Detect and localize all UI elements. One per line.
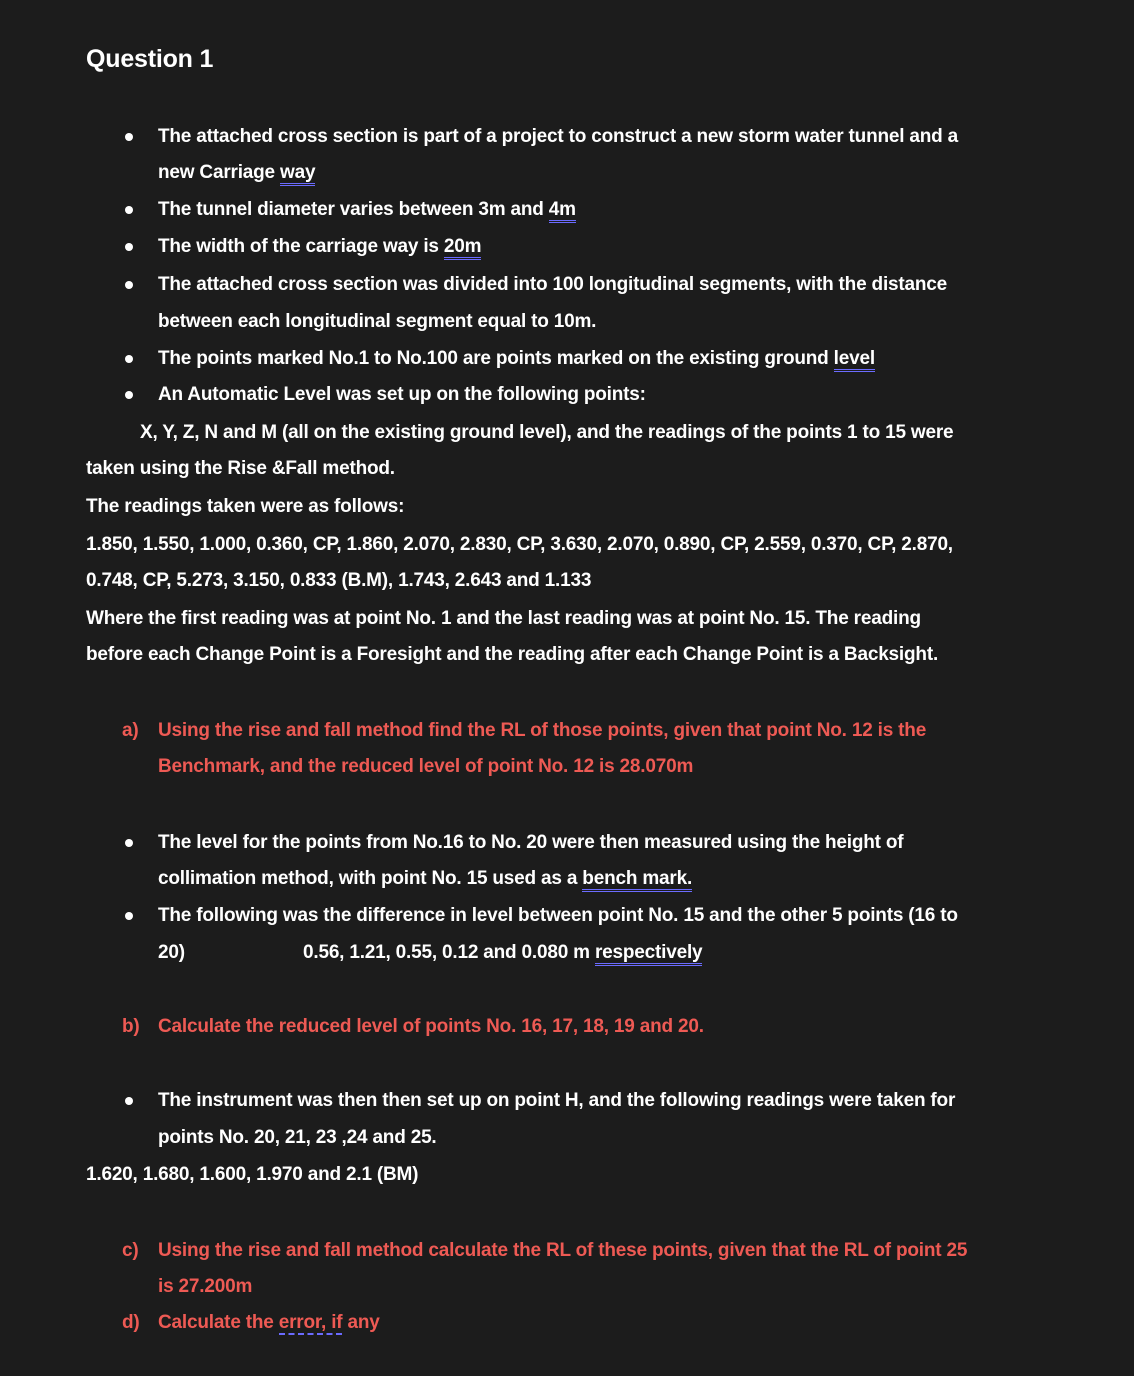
paragraph-line: Where the first reading was at point No. 1 and the last reading was at point No. 15. The reading [86, 608, 921, 629]
question-a-text: Using the rise and fall method find the RL of those points, given that point No. 12 is the [158, 720, 927, 741]
bullet-icon [125, 355, 133, 363]
question-c-text-cont: is 27.200m [158, 1276, 253, 1297]
question-title: Question 1 [86, 45, 214, 73]
bullet-text: An Automatic Level was set up on the following points: [158, 384, 646, 405]
bullet-text: The tunnel diameter varies between 3m and 4m [158, 198, 576, 222]
bullet-icon [125, 912, 133, 920]
bullet-icon [125, 133, 133, 141]
paragraph-line: X, Y, Z, N and M (all on the existing ground level), and the readings of the points 1 to 15 were [140, 422, 954, 443]
bullet-icon [125, 391, 133, 399]
question-label-a: a) [122, 720, 139, 741]
bullet-text: The attached cross section is part of a project to construct a new storm water tunnel and a [158, 126, 959, 147]
bullet-text-cont: points No. 20, 21, 23 ,24 and 25. [158, 1127, 437, 1148]
bullet-text: The following was the difference in level between point No. 15 and the other 5 points (16 to [158, 905, 958, 926]
bullet-text-cont: collimation method, with point No. 15 used as a bench mark. [158, 867, 692, 891]
bullet-icon [125, 839, 133, 847]
bullet-text: The width of the carriage way is 20m [158, 235, 481, 259]
question-label-d: d) [122, 1312, 140, 1333]
readings-line: 0.748, CP, 5.273, 3.150, 0.833 (B.M), 1.743, 2.643 and 1.133 [86, 570, 592, 591]
bullet-text: The level for the points from No.16 to No. 20 were then measured using the height of [158, 832, 904, 853]
readings-intro: The readings taken were as follows: [86, 496, 405, 517]
bullet-icon [125, 243, 133, 251]
bullet-icon [125, 281, 133, 289]
readings-line: 1.850, 1.550, 1.000, 0.360, CP, 1.860, 2.070, 2.830, CP, 3.630, 2.070, 0.890, CP, 2.559, 0.370, CP, 2.870, [86, 534, 953, 555]
bullet-text: The instrument was then then set up on point H, and the following readings were taken for [158, 1090, 956, 1111]
question-c-text: Using the rise and fall method calculate the RL of these points, given that the RL of point 25 [158, 1240, 968, 1261]
question-label-c: c) [122, 1240, 139, 1261]
bullet-text-cont: between each longitudinal segment equal to 10m. [158, 311, 597, 332]
bullet-values: 0.56, 1.21, 0.55, 0.12 and 0.080 m respectively [303, 941, 702, 965]
bullet-text: The attached cross section was divided into 100 longitudinal segments, with the distance [158, 274, 948, 295]
bullet-text: The points marked No.1 to No.100 are points marked on the existing ground level [158, 347, 875, 371]
paragraph-line: taken using the Rise &Fall method. [86, 458, 395, 479]
bullet-icon [125, 206, 133, 214]
paragraph-line: before each Change Point is a Foresight and the reading after each Change Point is a Backsight. [86, 644, 939, 665]
bullet-text-cont: new Carriage way [158, 161, 315, 185]
bullet-text-cont: 20) [158, 942, 185, 963]
question-b-text: Calculate the reduced level of points No. 16, 17, 18, 19 and 20. [158, 1016, 704, 1037]
readings-line: 1.620, 1.680, 1.600, 1.970 and 2.1 (BM) [86, 1164, 419, 1185]
question-a-text-cont: Benchmark, and the reduced level of point No. 12 is 28.070m [158, 756, 694, 777]
bullet-icon [125, 1097, 133, 1105]
question-label-b: b) [122, 1016, 140, 1037]
question-d-text: Calculate the error, if any [158, 1312, 380, 1333]
